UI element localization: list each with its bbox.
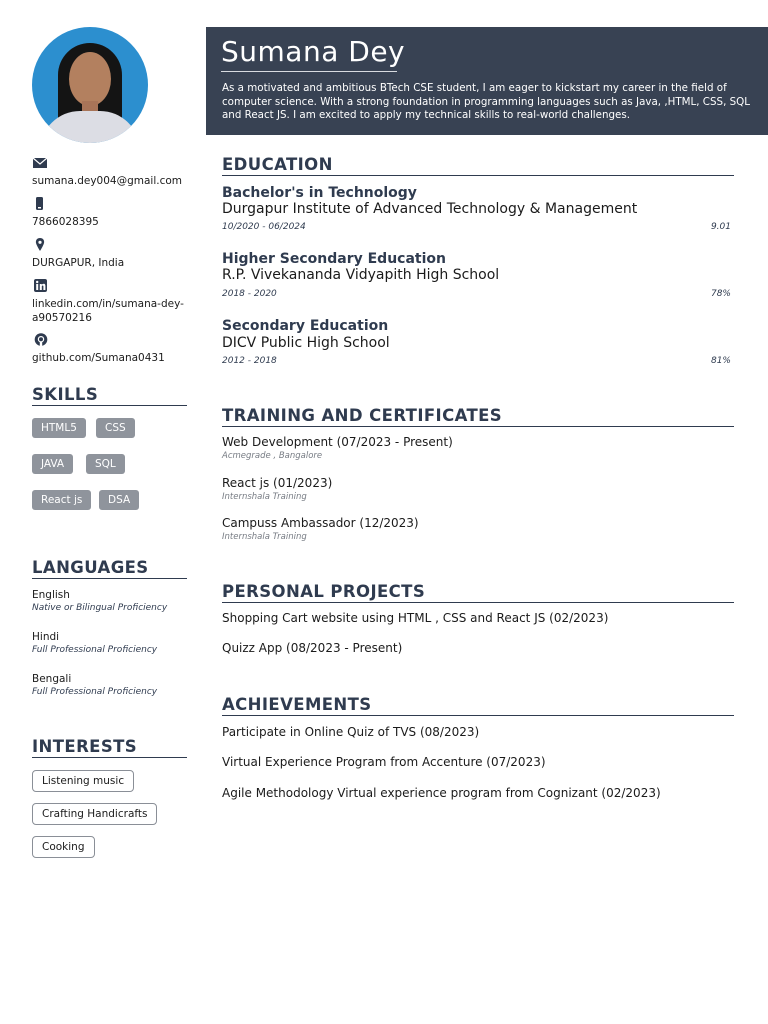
skill-tag: JAVA [32,454,73,474]
education-institution: DICV Public High School [222,335,390,351]
interest-tag: Crafting Handicrafts [32,803,157,825]
name-header [206,27,768,135]
education-dates: 2018 - 2020 [222,289,277,299]
language-level: Native or Bilingual Proficiency [32,603,168,613]
skill-tag: DSA [99,490,139,510]
linkedin-text: linkedin.com/in/sumana-dey-a90570216 [32,298,184,324]
training-title: React js (01/2023) [222,476,333,490]
phone-text: 7866028395 [32,216,99,228]
education-dates: 2012 - 2018 [222,356,277,366]
education-institution: Durgapur Institute of Advanced Technology & Management [222,201,638,217]
language-level: Full Professional Proficiency [32,645,158,655]
achievement-item: Virtual Experience Program from Accenture (07/2023) [222,755,546,769]
skills-heading: SKILLS [32,385,187,406]
contact-linkedin[interactable] [32,279,192,325]
achievement-item: Agile Methodology Virtual experience program from Cognizant (02/2023) [222,786,661,800]
training-heading: TRAINING AND CERTIFICATES [222,406,734,427]
contact-location [32,238,192,270]
profile-summary: As a motivated and ambitious BTech CSE student, I am eager to kickstart my career in the field of computer science. With a strong foundation in programming languages such as Java, ,HTML, CSS, SQL and React JS. I am excited to apply my technical skills to real-world challenges. [222,82,750,121]
education-degree: Bachelor's in Technology [222,185,417,201]
language-level: Full Professional Proficiency [32,687,158,697]
education-heading: EDUCATION [222,155,734,176]
candidate-name: Sumana Dey [221,35,406,68]
interests-heading: INTERESTS [32,737,187,758]
training-title: Web Development (07/2023 - Present) [222,435,453,449]
training-org: Internshala Training [222,492,307,502]
education-degree: Secondary Education [222,318,389,334]
interest-tag: Listening music [32,770,134,792]
linkedin-icon [32,279,48,293]
project-item: Quizz App (08/2023 - Present) [222,641,403,655]
email-text: sumana.dey004@gmail.com [32,175,183,187]
profile-photo [32,27,148,143]
training-org: Internshala Training [222,532,307,542]
education-institution: R.P. Vivekananda Vidyapith High School [222,267,500,283]
education-score: 81% [710,356,731,366]
skill-tag: CSS [96,418,135,438]
location-pin-icon [32,238,48,252]
contact-github[interactable] [32,333,192,365]
github-text: github.com/Sumana0431 [32,352,165,364]
projects-heading: PERSONAL PROJECTS [222,582,734,603]
education-score: 78% [710,289,731,299]
education-score: 9.01 [710,222,731,232]
education-dates: 10/2020 - 06/2024 [222,222,306,232]
github-icon [32,333,48,347]
skill-tag: React js [32,490,91,510]
contact-phone[interactable] [32,197,192,229]
language-name: Hindi [32,631,60,643]
achievement-item: Participate in Online Quiz of TVS (08/2023) [222,725,480,739]
mail-icon [32,156,48,170]
training-org: Acmegrade , Bangalore [222,451,323,461]
sidebar [0,0,206,1024]
language-name: English [32,589,70,601]
skill-tag: HTML5 [32,418,86,438]
location-text: DURGAPUR, India [32,257,125,269]
interest-tag: Cooking [32,836,95,858]
project-item: Shopping Cart website using HTML , CSS and React JS (02/2023) [222,611,609,625]
language-name: Bengali [32,673,72,685]
skill-tag: SQL [86,454,125,474]
contact-email[interactable] [32,156,192,188]
phone-icon [32,197,48,211]
achievements-heading: ACHIEVEMENTS [222,695,734,716]
training-title: Campuss Ambassador (12/2023) [222,516,419,530]
education-degree: Higher Secondary Education [222,251,446,267]
languages-heading: LANGUAGES [32,558,187,579]
name-underline [221,71,397,72]
